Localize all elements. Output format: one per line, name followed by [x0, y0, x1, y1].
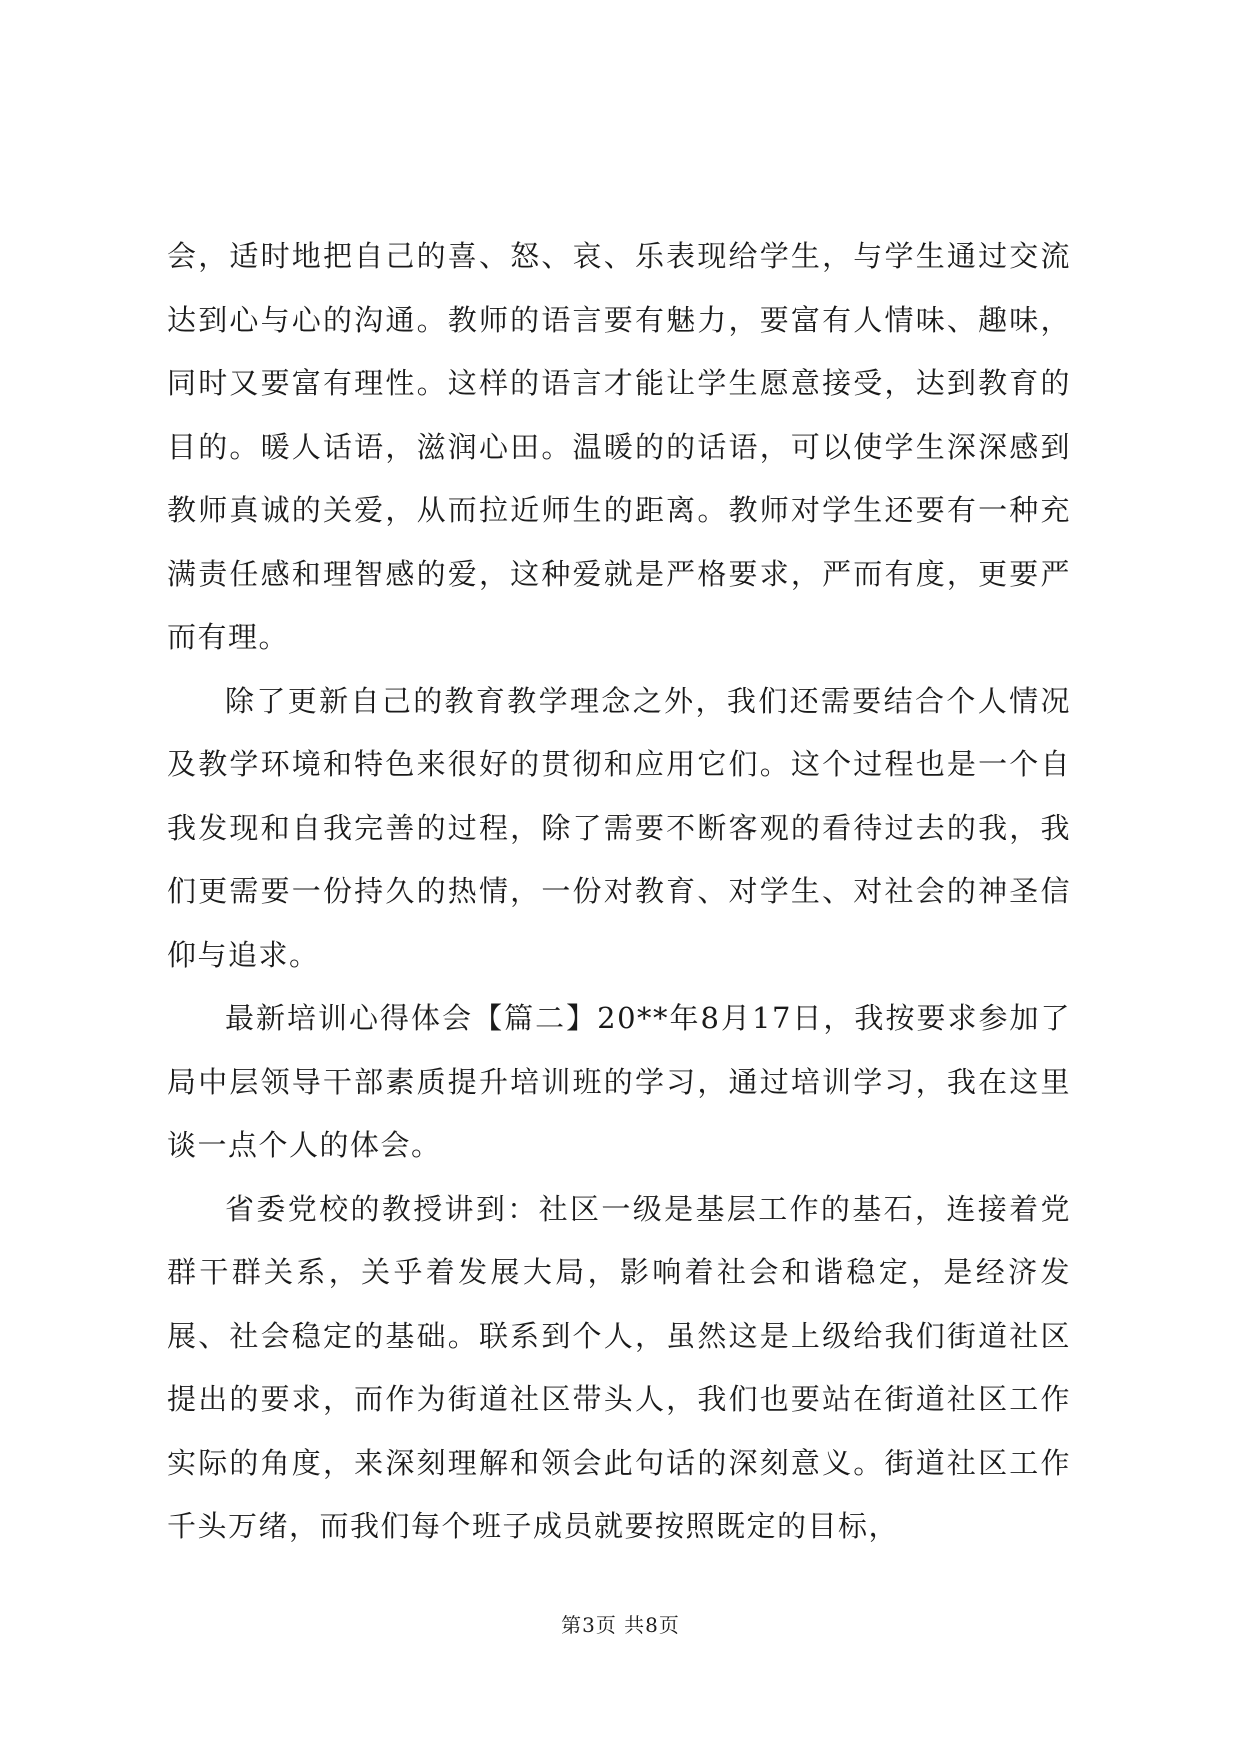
- paragraph-3: 最新培训心得体会【篇二】20**年8月17日，我按要求参加了局中层领导干部素质提升培训班的学习，通过培训学习，我在这里谈一点个人的体会。: [167, 1001, 1071, 1162]
- paragraph-4: 省委党校的教授讲到：社区一级是基层工作的基石，连接着党群干群关系，关乎着发展大局，影响着社会和谐稳定，是经济发展、社会稳定的基础。联系到个人，虽然这是上级给我们街道社区提出的要求，而作为街道社区带头人，我们也要站在街道社区工作实际的角度，来深刻理解和领会此句话的深刻意义。街道社区工作千头万绪，而我们每个班子成员就要按照既定的目标，: [167, 1191, 1071, 1543]
- page-footer: 第3页 共8页: [561, 1613, 680, 1637]
- document-body: [167, 225, 1071, 1559]
- paragraph-2: 除了更新自己的教育教学理念之外，我们还需要结合个人情况及教学环境和特色来很好的贯彻和应用它们。这个过程也是一个自我发现和自我完善的过程，除了需要不断客观的看待过去的我，我们更需要一份持久的热情，一份对教育、对学生、对社会的神圣信仰与追求。: [167, 683, 1071, 972]
- paragraph-1: 会，适时地把自己的喜、怒、哀、乐表现给学生，与学生通过交流达到心与心的沟通。教师的语言要有魅力，要富有人情味、趣味，同时又要富有理性。这样的语言才能让学生愿意接受，达到教育的目的。暖人话语，滋润心田。温暖的的话语，可以使学生深深感到教师真诚的关爱，从而拉近师生的距离。教师对学生还要有一种充满责任感和理智感的爱，这种爱就是严格要求，严而有度，更要严而有理。: [167, 239, 1071, 654]
